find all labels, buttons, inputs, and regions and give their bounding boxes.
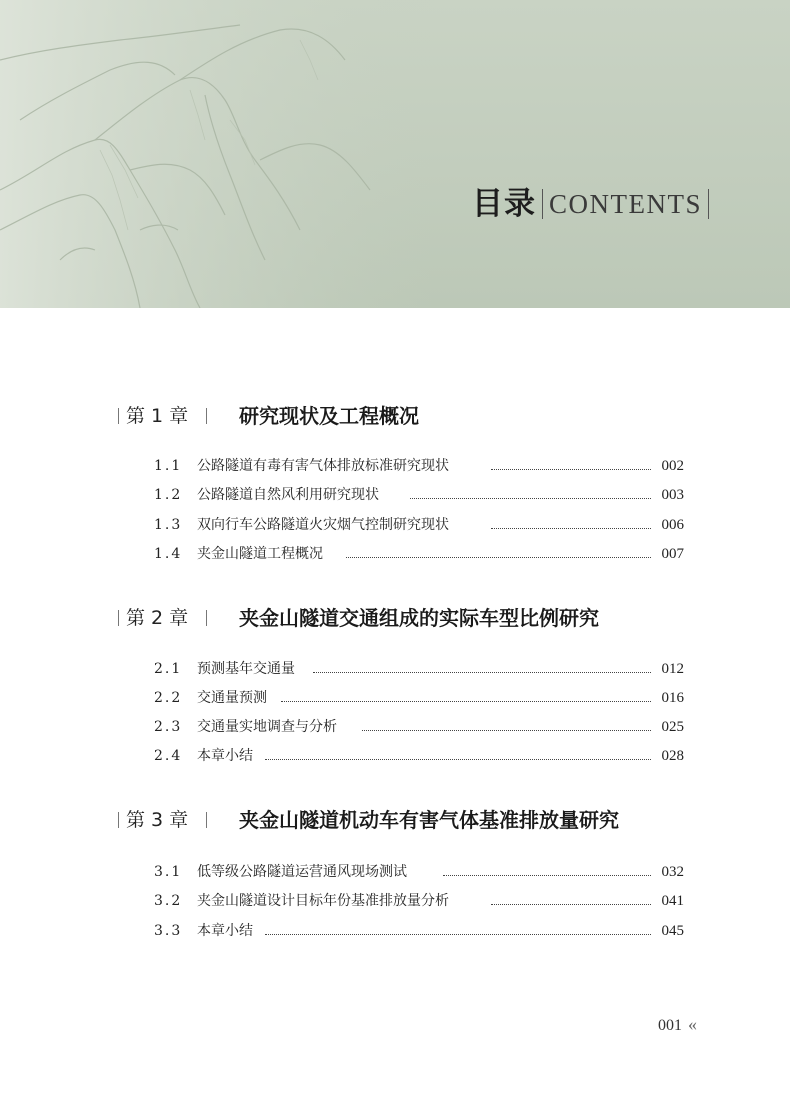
entry-title: 交通量实地调查与分析 <box>197 719 337 735</box>
chapter-title: 夹金山隧道机动车有害气体基准排放量研究 <box>239 808 619 832</box>
chapter-label: 第 3 章 <box>126 809 189 831</box>
entry-page: 006 <box>661 517 684 533</box>
entry-page: 028 <box>661 748 684 764</box>
chapter-heading <box>0 805 790 835</box>
title-divider-end <box>708 189 709 219</box>
double-chevron-left-icon: « <box>688 1014 697 1034</box>
entry-page: 007 <box>661 546 684 562</box>
dot-leader <box>410 498 651 499</box>
dot-leader <box>491 528 651 529</box>
dot-leader <box>313 672 651 673</box>
dot-leader <box>346 557 651 558</box>
chapter-heading <box>0 401 790 431</box>
dot-leader <box>491 904 651 905</box>
dot-leader <box>491 469 651 470</box>
title-english: CONTENTS <box>549 189 702 219</box>
chapter-label: 第 2 章 <box>126 607 189 629</box>
entry-number: 2.3 <box>154 719 183 735</box>
header-band <box>0 0 790 308</box>
entry-title: 本章小结 <box>197 923 253 939</box>
entry-page: 012 <box>661 661 684 677</box>
entry-number: 2.2 <box>154 690 183 706</box>
entry-title: 公路隧道有毒有害气体排放标准研究现状 <box>197 458 449 474</box>
mountain-sketch-icon <box>0 0 790 308</box>
entry-page: 003 <box>661 487 684 503</box>
entry-number: 1.1 <box>154 458 183 474</box>
chapter-title: 夹金山隧道交通组成的实际车型比例研究 <box>239 606 599 630</box>
toc-entry[interactable] <box>0 658 790 680</box>
dot-leader <box>443 875 651 876</box>
title-divider <box>542 189 543 219</box>
entry-title: 夹金山隧道工程概况 <box>197 546 323 562</box>
chapter-bar-left <box>118 610 119 626</box>
entry-page: 002 <box>661 458 684 474</box>
chapter-title: 研究现状及工程概况 <box>239 404 419 428</box>
entry-title: 夹金山隧道设计目标年份基准排放量分析 <box>197 893 449 909</box>
dot-leader <box>265 934 651 935</box>
entry-number: 1.2 <box>154 487 183 503</box>
chapter-bar-left <box>118 812 119 828</box>
entry-number: 3.3 <box>154 923 183 939</box>
entry-title: 低等级公路隧道运营通风现场测试 <box>197 864 407 880</box>
chapter-heading <box>0 603 790 633</box>
toc-entry[interactable] <box>0 920 790 942</box>
entry-page: 041 <box>661 893 684 909</box>
chapter-bar-right <box>206 610 207 626</box>
entry-number: 2.4 <box>154 748 183 764</box>
entry-number: 1.3 <box>154 517 183 533</box>
toc-entry[interactable] <box>0 543 790 565</box>
chapter-label: 第 1 章 <box>126 405 189 427</box>
chapter-bar-right <box>206 408 207 424</box>
toc-entry[interactable] <box>0 890 790 912</box>
toc-entry[interactable] <box>0 687 790 709</box>
entry-number: 1.4 <box>154 546 183 562</box>
entry-title: 交通量预测 <box>197 690 267 706</box>
contents-title <box>472 186 715 222</box>
entry-title: 双向行车公路隧道火灾烟气控制研究现状 <box>197 517 449 533</box>
entry-number: 3.2 <box>154 893 183 909</box>
toc-entry[interactable] <box>0 716 790 738</box>
chapter-bar-right <box>206 812 207 828</box>
entry-number: 3.1 <box>154 864 183 880</box>
entry-title: 本章小结 <box>197 748 253 764</box>
entry-page: 045 <box>661 923 684 939</box>
entry-number: 2.1 <box>154 661 183 677</box>
toc-entry[interactable] <box>0 455 790 477</box>
page-number <box>658 1013 697 1035</box>
entry-title: 预测基年交通量 <box>197 661 295 677</box>
chapter-bar-left <box>118 408 119 424</box>
toc-entry[interactable] <box>0 484 790 506</box>
entry-page: 025 <box>661 719 684 735</box>
dot-leader <box>281 701 651 702</box>
page-number-value: 001 <box>658 1017 682 1034</box>
title-chinese: 目录 <box>472 186 536 222</box>
entry-page: 016 <box>661 690 684 706</box>
toc-entry[interactable] <box>0 861 790 883</box>
dot-leader <box>265 759 651 760</box>
entry-title: 公路隧道自然风利用研究现状 <box>197 487 379 503</box>
toc-entry[interactable] <box>0 514 790 536</box>
dot-leader <box>362 730 651 731</box>
toc-entry[interactable] <box>0 745 790 767</box>
entry-page: 032 <box>661 864 684 880</box>
